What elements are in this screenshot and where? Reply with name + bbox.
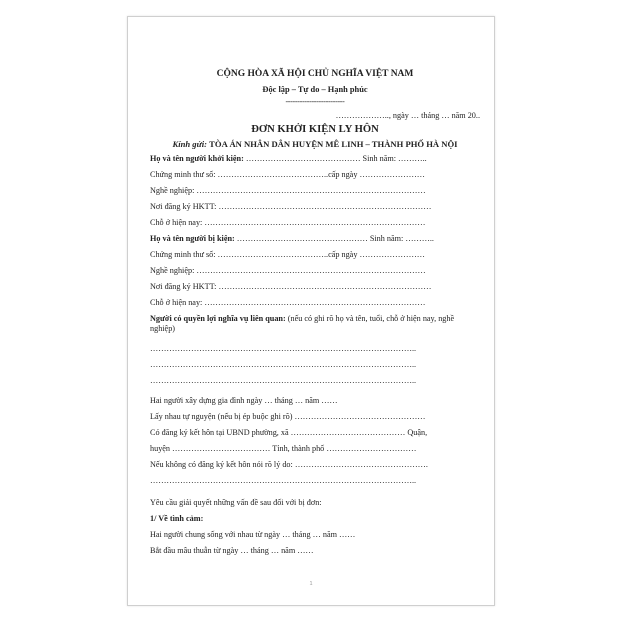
- document-title: ĐƠN KHỞI KIỆN LY HÔN: [251, 124, 379, 135]
- no-registration-reason-fill: ……………………………………………………………………………………..: [150, 476, 417, 485]
- document-content: [150, 69, 480, 556]
- defendant-name-label: Họ và tên người bị kiện:: [150, 234, 235, 243]
- plaintiff-id-row: Chứng minh thư số: …………………………………..cấp ngày ……………………: [150, 170, 425, 179]
- defendant-name-fill: ………………………………………… Sinh năm: ………..: [234, 234, 434, 243]
- related-party-note: (nếu có ghi rõ họ và tên, tuổi, chỗ ở hiện nay, nghề nghiệp): [150, 314, 455, 333]
- defendant-name-row: [150, 234, 480, 244]
- document-page: [127, 16, 495, 606]
- recipient-line: [150, 139, 480, 149]
- request-intro: Yêu cầu giải quyết những vấn đề sau đối với bị đơn:: [150, 498, 322, 507]
- cohabitation-date-row: Hai người chung sống với nhau từ ngày … tháng … năm ……: [150, 530, 356, 539]
- marriage-date-row: Hai người xây dựng gia đình ngày … tháng … năm ……: [150, 396, 338, 405]
- section-heading-emotion: 1/ Về tình cảm:: [150, 514, 204, 523]
- voluntary-marriage-row: Lấy nhau tự nguyện (nếu bị ép buộc ghi rõ) …………………………………………: [150, 412, 426, 421]
- related-party-label: Người có quyền lợi nghĩa vụ liên quan:: [150, 314, 286, 323]
- defendant-id-row: Chứng minh thư số: …………………………………..cấp ngày ……………………: [150, 250, 425, 259]
- plaintiff-name-row: [150, 154, 480, 164]
- recipient-value: TÒA ÁN NHÂN DÂN HUYỆN MÊ LINH – THÀNH PHỐ HÀ NỘI: [209, 139, 458, 149]
- defendant-job-row: Nghề nghiệp: …………………………………………………………………………: [150, 266, 426, 275]
- defendant-address-row: Chỗ ở hiện nay: ………………………………………………………………………: [150, 298, 426, 307]
- plaintiff-registration-row: Nơi đăng ký HKTT: ……………………………………………………………………: [150, 202, 432, 211]
- marriage-registration-row: Có đăng ký kết hôn tại UBND phường, xã …………………………………… Quận,: [150, 428, 428, 437]
- related-party-fill-2: ……………………………………………………………………………………..: [150, 360, 417, 369]
- national-title: CỘNG HÒA XÃ HỘI CHỦ NGHĨA VIỆT NAM: [216, 69, 414, 79]
- related-party-fill-1: ……………………………………………………………………………………..: [150, 344, 417, 353]
- date-line: ……………….., ngày … tháng … năm 20..: [335, 111, 480, 120]
- related-party-row: [150, 314, 480, 334]
- page-number: 1: [309, 581, 313, 587]
- defendant-registration-row: Nơi đăng ký HKTT: ……………………………………………………………………: [150, 282, 432, 291]
- national-motto: Độc lập – Tự do – Hạnh phúc: [262, 85, 368, 94]
- plaintiff-name-fill: …………………………………… Sinh năm: ………..: [243, 154, 427, 163]
- plaintiff-name-label: Họ và tên người khởi kiện:: [150, 154, 244, 163]
- marriage-district-row: huyện ……………………………… Tỉnh, thành phố ……………………………: [150, 444, 417, 453]
- plaintiff-address-row: Chỗ ở hiện nay: ………………………………………………………………………: [150, 218, 426, 227]
- no-registration-reason-row: Nếu không có đăng ký kết hôn nói rõ lý do: ………………………………………….: [150, 460, 428, 469]
- related-party-fill-3: ……………………………………………………………………………………..: [150, 376, 417, 385]
- conflict-start-row: Bắt đầu mâu thuẫn từ ngày … tháng … năm ……: [150, 546, 314, 555]
- header-separator: -------------------------: [285, 97, 345, 106]
- recipient-label: Kính gửi:: [172, 139, 207, 149]
- plaintiff-job-row: Nghề nghiệp: …………………………………………………………………………: [150, 186, 426, 195]
